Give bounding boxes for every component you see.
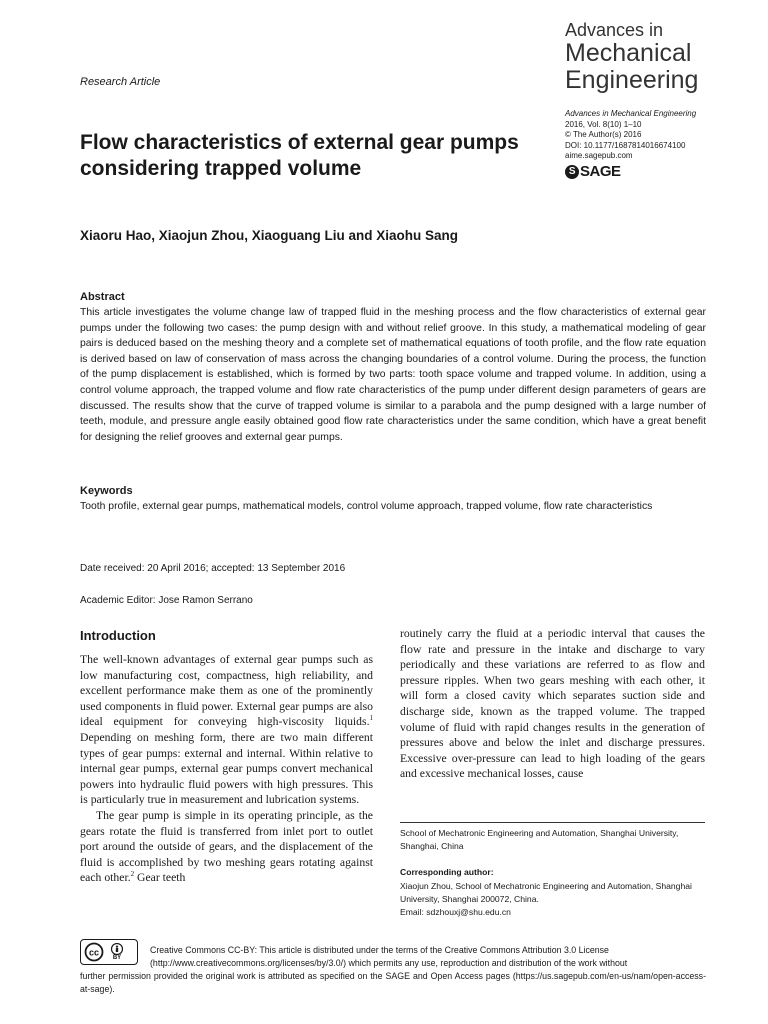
journal-name-line3: Engineering <box>565 66 699 94</box>
author-affiliation: School of Mechatronic Engineering and Automation, Shanghai University, Shanghai, China <box>400 828 679 851</box>
body-column-left <box>80 652 373 886</box>
cc-by-label: BY <box>112 954 122 961</box>
corresponding-author-details <box>400 880 705 919</box>
journal-logo <box>565 20 755 94</box>
paper-title: Flow characteristics of external gear pumps considering trapped volume <box>80 131 519 180</box>
meta-doi[interactable]: DOI: 10.1177/1687814016674100 <box>565 140 686 150</box>
license-text-continued: further permission provided the original work is attributed as specified on the SAGE and Open Access pages (https://us.sagepub.com/en-us/nam/open-access-at-sage). <box>80 971 706 994</box>
citation-ref[interactable]: 1 <box>369 714 373 723</box>
intro-paragraph-2: The gear pump is simple in its operating principle, as the gears rotate the fluid is transferred from inlet port to outlet port around the outside of gears, and the displacement of the fluid is accomplished by two meshing gears rotating against each other.$^2$ Gear teeth <box>80 808 373 885</box>
cc-icon <box>84 942 104 962</box>
corresponding-author-email[interactable]: Email: sdzhouxj@shu.edu.cn <box>400 907 511 917</box>
article-type: Research Article <box>80 76 161 88</box>
publication-meta <box>565 109 755 162</box>
citation-ref[interactable]: 2 <box>130 870 135 879</box>
abstract-heading: Abstract <box>80 291 125 303</box>
corresponding-author-address: Xiaojun Zhou, School of Mechatronic Engineering and Automation, Shanghai University, Shanghai 200072, China. <box>400 881 692 904</box>
attribution-person-icon <box>110 943 124 955</box>
intro-paragraph-1: The well-known advantages of external gear pumps such as low manufacturing cost, compactness, high reliability, and excellent performance make them as one of the prominently used components in fluid power. External gear pumps are also ideal equipment for conveying high-viscosity liquids.$^1$ Depending on meshing form, there are two main different types of gear pumps: external and internal. Within relative to internal gear pumps, external gear pumps convert mechanical powers into hydraulic fluid powers with high pressures. This is particularly true in measurement and lubrication systems. <box>80 653 373 807</box>
introduction-heading: Introduction <box>80 628 156 643</box>
meta-volume: 2016, Vol. 8(10) 1–10 <box>565 119 642 129</box>
author-list: Xiaoru Hao, Xiaojun Zhou, Xiaoguang Liu and Xiaohu Sang <box>80 228 459 243</box>
svg-text:cc: cc <box>88 947 100 958</box>
intro-paragraph-continued: routinely carry the fluid at a periodic interval that causes the flow rate and pressure in the intake and discharge to vary periodically and these variations are referred to as flow and pressure ripples. When two gears meshing with each other, it will form a closed cavity which separates suction side and discharge side, known as the trapped volume. The trapped volume of fluid with rapid changes results in the generation of pressures above and below the inlet and discharge pressures. Excessive over-pressure can lead to high loading of the gears and excessive mechanical losses, cause <box>400 627 705 781</box>
keywords-text: Tooth profile, external gear pumps, mathematical models, control volume approach, trapped volume, flow rate characteristics <box>80 501 653 512</box>
journal-name-line2: Mechanical <box>565 39 692 67</box>
received-dates: Date received: 20 April 2016; accepted: 13 September 2016 <box>80 563 346 574</box>
abstract-text: This article investigates the volume change law of trapped fluid in the meshing process and the flow characteristics of external gear pumps under the following two cases: the pump design with and without relief groove. In this study, a mathematical modeling of gear pairs is deduced based on the meshing theory and a complete set of mathematical equations of tooth profile, and the flow rate equation is derived based on law of conservation of mass across the changing boundaries of a control volume. During the process, the function of the pump displacement is established, which is formed by two parts: tooth space volume and trapped volume. In addition, using a control volume approach, the trapped volume and flow rate characteristics of the pump under different design parameters of gears are discussed. The results show that the curve of trapped volume is similar to a parabola and the pump designed with a large number of teeth, module, and pressure angle easily obtained good flow rate characteristics under the same condition, which have a great benefit for designing the relief grooves and external gear pumps. <box>80 307 706 443</box>
sage-logo <box>565 163 621 180</box>
journal-name-line1: Advances in <box>565 20 664 40</box>
sage-logo-text: SAGE <box>580 163 621 180</box>
academic-editor: Academic Editor: Jose Ramon Serrano <box>80 595 253 606</box>
corresponding-author-heading: Corresponding author: <box>400 867 494 877</box>
meta-journal-name: Advances in Mechanical Engineering <box>565 109 697 118</box>
license-text: Creative Commons CC-BY: This article is distributed under the terms of the Creative Commons Attribution 3.0 License (http://www.creativecommons.org/licenses/by/3.0/) which permits any use, reproduction and distribution of the work without <box>150 945 628 968</box>
cc-by-logo <box>80 939 138 965</box>
footnote-divider <box>400 822 705 823</box>
keywords-heading: Keywords <box>80 485 133 497</box>
meta-url[interactable]: aime.sagepub.com <box>565 151 633 160</box>
body-column-right <box>400 626 705 782</box>
sage-s-icon: S <box>565 165 579 179</box>
meta-copyright: © The Author(s) 2016 <box>565 130 642 139</box>
